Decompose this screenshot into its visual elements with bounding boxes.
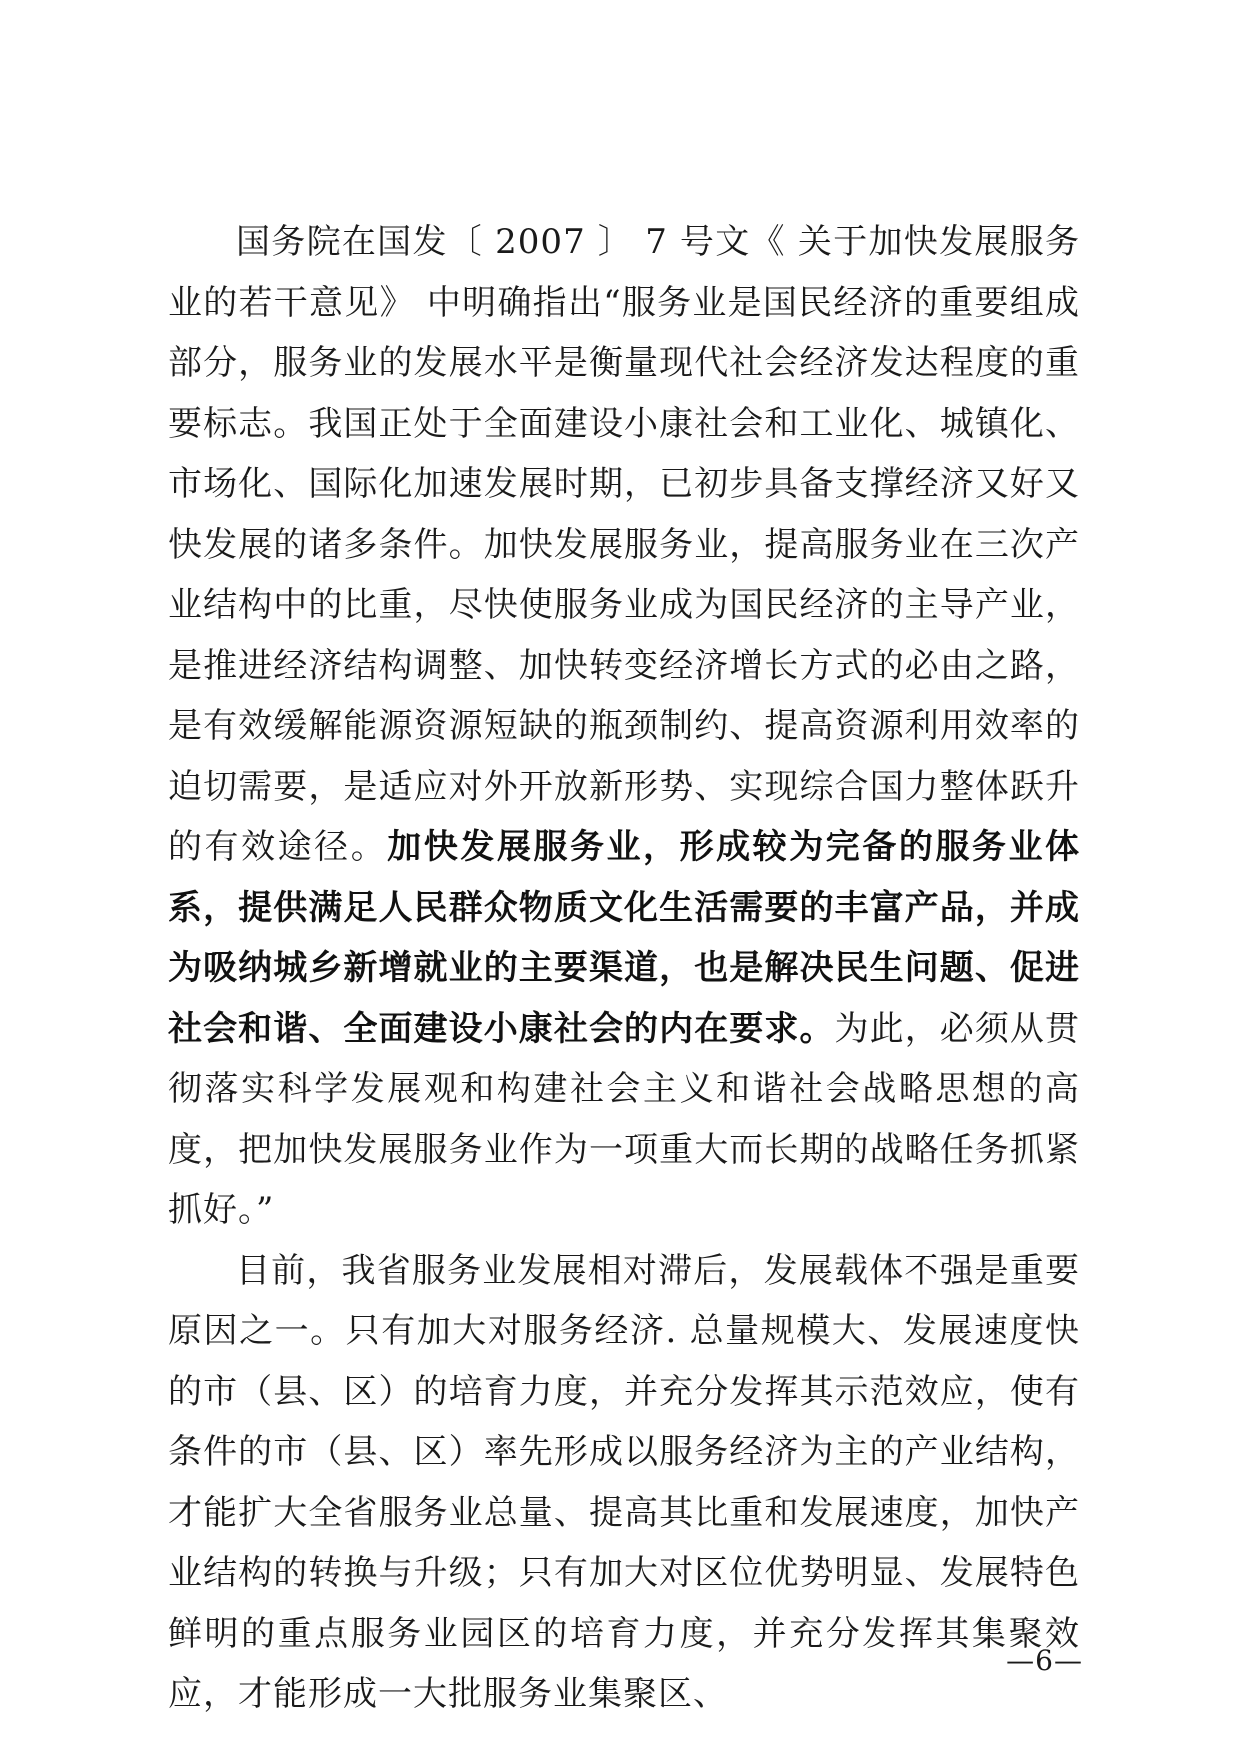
paragraph-1-text-intro: 国务院在国发〔 2007 〕 7 号文《 关于加快发展服务业的若干意见》 中明确指出“服务业是国民经济的重要组成部分，服务业的发展水平是衡量现代社会经济发达程度的重要标志。我国正处于全面建设小康社会和工业化、城镇化、市场化、国际化加速发展时期，已初步具备支撑经济又好又快发展的诸多条件。加快发展服务业，提高服务业在三次产业结构中的比重，尽快使服务业成为国民经济的主导产业，是推进经济结构调整、加快转变经济增长方式的必由之路，是有效缓解能源资源短缺的瓶颈制约、提高资源利用效率的迫切需要，是适应对外开放新形势、实现综合国力整体跃升的有效途径。 — [168, 222, 1080, 867]
body-text — [168, 212, 1080, 1725]
paragraph-2 — [168, 1241, 1080, 1725]
paragraph-1 — [168, 212, 1080, 1241]
paragraph-1-text-closing: 为此，必须从贯彻落实科学发展观和构建社会主义和谐社会战略思想的高度，把加快发展服务业作为一项重大而长期的战略任务抓紧抓好。” — [168, 1008, 1081, 1230]
paragraph-2-text: 目前，我省服务业发展相对滞后，发展载体不强是重要原因之一。只有加大对服务经济. 总量规模大、发展速度快的市（县、区）的培育力度，并充分发挥其示范效应，使有条件的市（县、区）率先形成以服务经济为主的产业结构，才能扩大全省服务业总量、提高其比重和发展速度，加快产业结构的转换与升级；只有加大对区位优势明显、发展特色鲜明的重点服务业园区的培育力度，并充分发挥其集聚效应，才能形成一大批服务业集聚区、 — [168, 1250, 1080, 1714]
page-number: —6— — [1006, 1644, 1083, 1677]
paragraph-1-text-emphasis: 加快发展服务业，形成较为完备的服务业体系，提供满足人民群众物质文化生活需要的丰富产品，并成为吸纳城乡新增就业的主要渠道，也是解决民生问题、促进社会和谐、全面建设小康社会的内在要求。 — [168, 827, 1080, 1049]
